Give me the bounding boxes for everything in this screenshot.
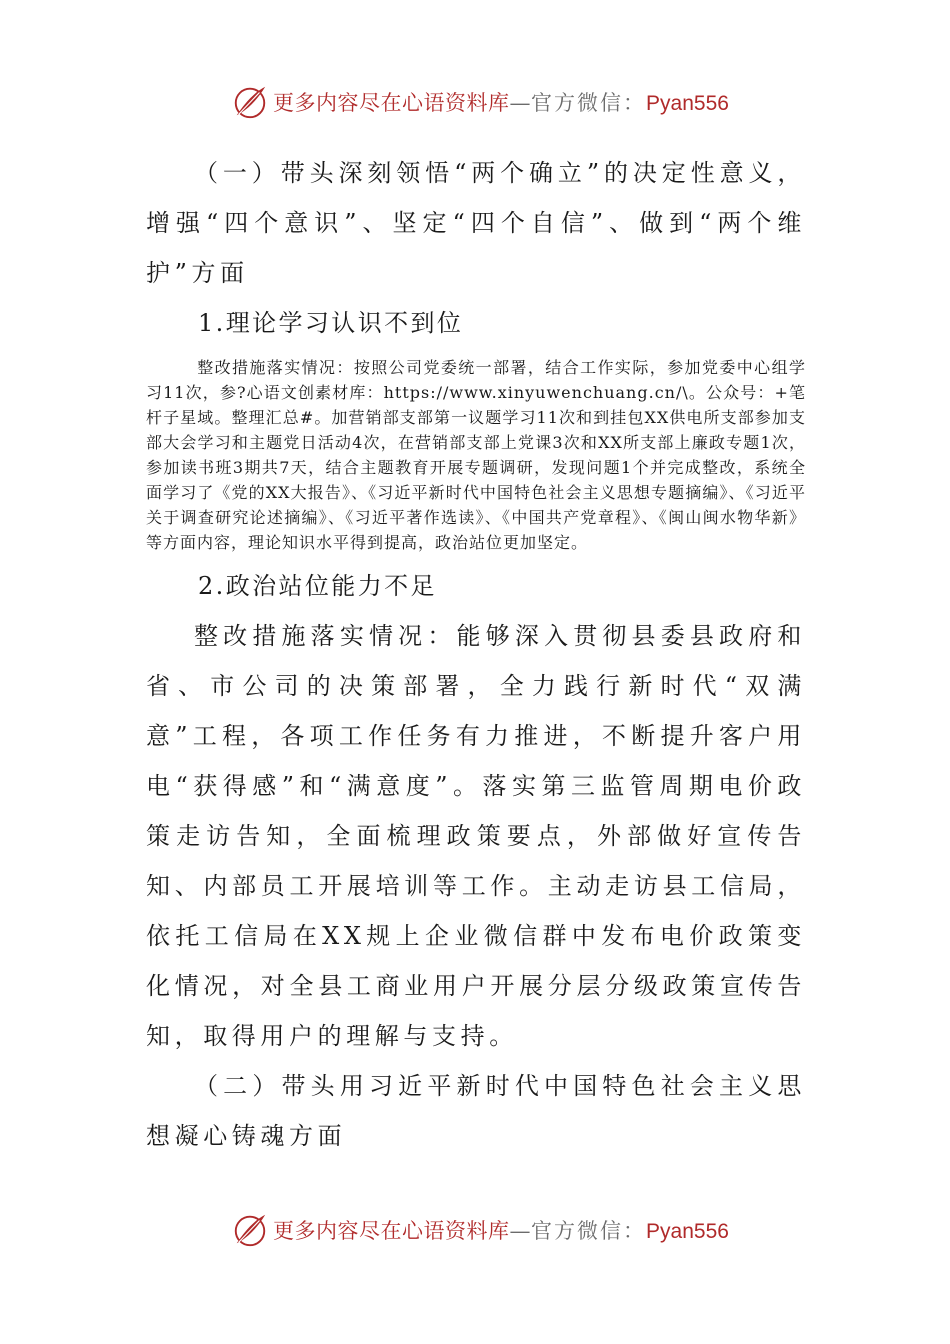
header-banner-handle: Pyan556 — [646, 92, 729, 115]
footer-banner-inner — [231, 1211, 729, 1249]
item2-body: 整改措施落实情况：能够深入贯彻县委县政府和省、市公司的决策部署，全力践行新时代“双满意”工程，各项工作任务有力推进，不断提升客户用电“获得感”和“满意度”。落实第三监管周期电价政策走访告知，全面梳理政策要点，外部做好宣传告知、内部员工开展培训等工作。主动走访县工信局，依托工信局在XX规上企业微信群中发布电价政策变化情况，对全县工商业用户开展分层分级政策宣传告知，取得用户的理解与支持。 — [146, 622, 806, 1050]
item1-title: 1.理论学习认识不到位 — [198, 309, 464, 337]
footer-banner-text — [273, 1215, 729, 1245]
item1-body: 整改措施落实情况：按照公司党委统一部署，结合工作实际，参加党委中心组学习11次，参?心语文创素材库：https://www.xinyuwenchuang.cn/\。公众号：+笔杆子星域。整理汇总#。加营销部支部第一议题学习11次和到挂包XX供电所支部参加支部大会学习和主题党日活动4次，在营销部支部上党课3次和XX所支部上廉政专题1次，参加读书班3期共7天，结合主题教育开展专题调研，发现问题1个并完成整改，系统全面学习了《党的XX大报告》、《习近平新时代中国特色社会主义思想专题摘编》、《习近平关于调查研究论述摘编》、《习近平著作选读》、《中国共产党章程》、《闽山闽水物华新》等方面内容，理论知识水平得到提高，政治站位更加坚定。 — [146, 358, 806, 552]
footer-banner-handle: Pyan556 — [646, 1220, 729, 1243]
document-body — [146, 148, 806, 1161]
footer-banner — [0, 1208, 950, 1252]
header-banner-dash: — — [509, 91, 532, 115]
footer-banner-dash: — — [509, 1219, 532, 1243]
section1-heading: （一）带头深刻领悟“两个确立”的决定性意义，增强“四个意识”、坚定“四个自信”、做到“两个维护”方面 — [146, 159, 806, 287]
header-banner-text — [273, 87, 729, 117]
item2-title: 2.政治站位能力不足 — [198, 572, 437, 600]
section2-heading: （二）带头用习近平新时代中国特色社会主义思想凝心铸魂方面 — [146, 1072, 806, 1150]
header-banner-sub: 官方微信： — [531, 91, 647, 115]
footer-banner-title: 更多内容尽在心语资料库 — [273, 1219, 510, 1243]
footer-banner-sub: 官方微信： — [531, 1219, 647, 1243]
header-banner — [0, 80, 950, 124]
quill-logo-icon — [231, 83, 269, 121]
quill-logo-icon — [231, 1211, 269, 1249]
header-banner-title: 更多内容尽在心语资料库 — [273, 91, 510, 115]
header-banner-inner — [231, 83, 729, 121]
